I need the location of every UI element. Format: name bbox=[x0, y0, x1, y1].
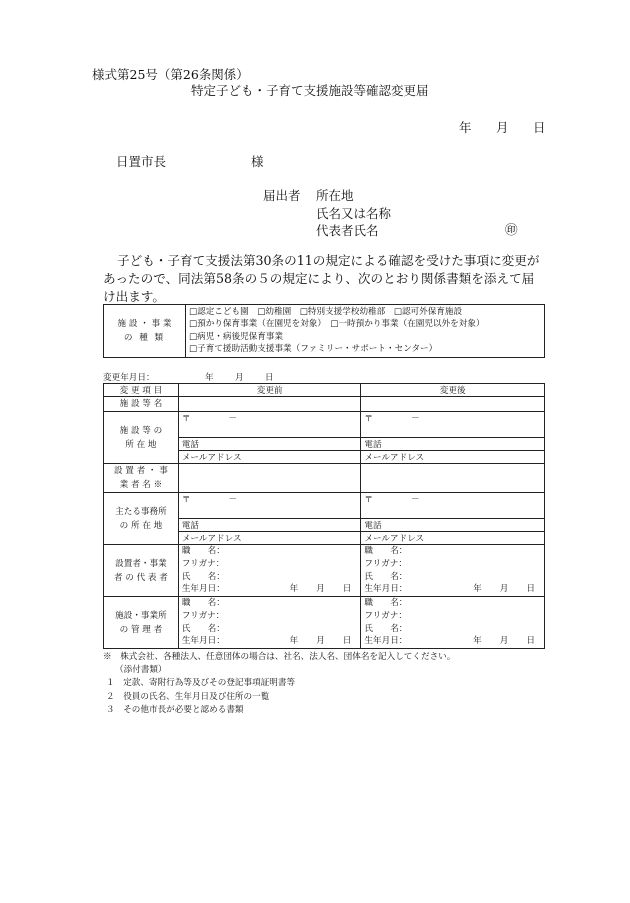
furigana-label: フリガナ： bbox=[364, 558, 407, 569]
facility-type-table bbox=[103, 304, 545, 358]
row-mgr-label-line2: の 管 理 者 bbox=[119, 624, 163, 635]
row-manager-label bbox=[104, 597, 179, 649]
birth-day: 日 bbox=[342, 636, 352, 647]
job-label: 職 名： bbox=[181, 598, 225, 609]
office-before-postal[interactable] bbox=[178, 493, 361, 519]
location-before-email[interactable]: メールアドレス bbox=[178, 451, 361, 464]
representative-before[interactable] bbox=[178, 545, 361, 597]
birth-year: 年 bbox=[473, 636, 482, 647]
facility-option-line3[interactable]: □病児・病後児保育事業 bbox=[189, 331, 284, 342]
change-date-month: 月 bbox=[235, 373, 244, 383]
row-rep-label-line1: 設置者・事業 bbox=[115, 558, 167, 569]
person-name-label: 氏 名： bbox=[364, 571, 408, 582]
birth-row bbox=[182, 583, 358, 596]
attachment-item-2: ２ 役員の氏名、生年月日及び住所の一覧 bbox=[106, 691, 270, 702]
applicant-label: 届出者 bbox=[263, 188, 301, 203]
location-after-postal[interactable] bbox=[361, 412, 545, 438]
form-number: 様式第25号（第26条関係） bbox=[92, 67, 249, 82]
date-line: 年 月 日 bbox=[459, 120, 552, 135]
birth-year: 年 bbox=[289, 636, 299, 647]
birth-day: 日 bbox=[526, 636, 535, 647]
manager-before[interactable] bbox=[178, 597, 361, 649]
col-before-header: 変更前 bbox=[178, 384, 361, 397]
facility-option-line2[interactable]: □預かり保育事業（在園児を対象） □一時預かり事業（在園児以外を対象） bbox=[189, 319, 485, 330]
attachment-item-1: １ 定款、寄附行為等及びその登記事項証明書等 bbox=[106, 678, 296, 689]
col-after-header: 変更後 bbox=[361, 384, 545, 397]
operator-after[interactable] bbox=[361, 464, 545, 493]
job-label: 職 名： bbox=[364, 598, 408, 609]
office-after-email[interactable]: メールアドレス bbox=[361, 532, 545, 545]
facility-type-label bbox=[104, 305, 186, 358]
office-before-email[interactable]: メールアドレス bbox=[178, 532, 361, 545]
person-name-label: 氏 名： bbox=[181, 623, 225, 634]
operator-before[interactable] bbox=[178, 464, 361, 493]
birth-month: 月 bbox=[316, 636, 325, 647]
facility-type-label-line2: の 種 類 bbox=[123, 332, 166, 343]
office-before-phone[interactable]: 電話 bbox=[178, 519, 361, 532]
location-after-email[interactable]: メールアドレス bbox=[361, 451, 545, 464]
job-label: 職 名： bbox=[364, 546, 408, 557]
birth-label: 生年月日： bbox=[364, 584, 408, 595]
birth-row bbox=[182, 635, 358, 648]
office-after-postal[interactable] bbox=[361, 493, 545, 519]
row-facility-name-label: 施 設 等 名 bbox=[104, 397, 179, 412]
applicant-address-label: 所在地 bbox=[316, 188, 354, 203]
row-location-label-line2: 所 在 地 bbox=[125, 439, 157, 450]
facility-name-after[interactable] bbox=[361, 397, 545, 412]
document-title: 特定子ども・子育て支援施設等確認変更届 bbox=[191, 83, 429, 98]
furigana-label: フリガナ： bbox=[181, 610, 225, 621]
row-operator-label-line2: 業 者 名 ※ bbox=[119, 480, 163, 490]
row-location-label-line1: 施 設 等 の bbox=[119, 425, 163, 436]
furigana-label: フリガナ： bbox=[181, 558, 225, 569]
attachments-heading: （添付書類） bbox=[115, 665, 167, 676]
facility-name-before[interactable] bbox=[178, 397, 361, 412]
body-text: 子ども・子育て支援法第30条の11の規定による確認を受けた事項に変更があったので、同法第58条の５の規定により、次のとおり関係書類を添えて届け出ます。 bbox=[103, 253, 540, 304]
row-mgr-label-line1: 施設・事業所 bbox=[115, 610, 167, 621]
body-paragraph bbox=[103, 252, 543, 306]
postal-dash: － bbox=[411, 495, 420, 505]
row-office-label-line1: 主たる事務所 bbox=[115, 506, 167, 517]
birth-day: 日 bbox=[526, 584, 535, 595]
applicant-rep-label: 代表者氏名 bbox=[316, 223, 379, 238]
birth-month: 月 bbox=[499, 584, 509, 595]
birth-year: 年 bbox=[473, 584, 482, 595]
row-representative-label bbox=[104, 545, 179, 597]
applicant-name-label: 氏名又は名称 bbox=[316, 206, 392, 221]
change-date-year: 年 bbox=[205, 373, 214, 383]
birth-month: 月 bbox=[316, 584, 325, 595]
person-name-label: 氏 名： bbox=[181, 571, 225, 582]
addressee-honorific: 様 bbox=[251, 154, 264, 169]
seal-mark: ㊞ bbox=[505, 222, 518, 237]
postal-mark: 〒 bbox=[181, 414, 191, 424]
row-operator-label bbox=[104, 464, 179, 493]
postal-dash: － bbox=[228, 414, 238, 424]
birth-year: 年 bbox=[289, 584, 299, 595]
row-operator-label-line1: 設 置 者 ・ 事 bbox=[113, 466, 168, 476]
person-name-label: 氏 名： bbox=[364, 623, 408, 634]
postal-mark: 〒 bbox=[364, 495, 374, 505]
birth-label: 生年月日： bbox=[181, 636, 225, 647]
birth-row bbox=[364, 635, 541, 648]
row-rep-label-line2: 者 の 代 表 者 bbox=[113, 572, 168, 583]
birth-label: 生年月日： bbox=[364, 636, 408, 647]
facility-type-label-line1: 施 設 ・ 事 業 bbox=[117, 318, 172, 329]
location-before-phone[interactable]: 電話 bbox=[178, 438, 361, 451]
facility-option-line4[interactable]: □子育て援助活動支援事業（ファミリー・サポート・センター） bbox=[189, 344, 438, 355]
postal-mark: 〒 bbox=[181, 495, 191, 505]
representative-after[interactable] bbox=[361, 545, 545, 597]
birth-row bbox=[364, 583, 541, 596]
manager-after[interactable] bbox=[361, 597, 545, 649]
postal-dash: － bbox=[411, 414, 420, 424]
birth-label: 生年月日： bbox=[181, 584, 225, 595]
postal-mark: 〒 bbox=[364, 414, 374, 424]
change-date-label: 変更年月日： bbox=[103, 373, 155, 383]
facility-type-options bbox=[186, 305, 545, 358]
birth-month: 月 bbox=[499, 636, 509, 647]
col-item-header: 変 更 項 目 bbox=[104, 384, 179, 397]
notes-block bbox=[103, 651, 455, 717]
job-label: 職 名： bbox=[181, 546, 225, 557]
attachment-item-3: ３ その他市長が必要と認める書類 bbox=[106, 704, 244, 715]
asterisk-note: ※ 株式会社、各種法人、任意団体の場合は、社名、法人名、団体名を記入してください。 bbox=[103, 652, 456, 662]
change-date-day: 日 bbox=[265, 373, 274, 383]
location-before-postal[interactable] bbox=[178, 412, 361, 438]
addressee-name: 日置市長 bbox=[116, 154, 167, 169]
furigana-label: フリガナ： bbox=[364, 610, 407, 621]
row-office-label-line2: の 所 在 地 bbox=[119, 520, 163, 531]
office-after-phone[interactable]: 電話 bbox=[361, 519, 545, 532]
birth-day: 日 bbox=[342, 584, 352, 595]
postal-dash: － bbox=[228, 495, 238, 505]
row-office-label bbox=[104, 493, 179, 545]
row-location-label bbox=[104, 412, 179, 464]
facility-option-line1[interactable]: □認定こども園 □幼稚園 □特別支援学校幼稚部 □認可外保育施設 bbox=[189, 307, 463, 317]
location-after-phone[interactable]: 電話 bbox=[361, 438, 545, 451]
change-table bbox=[103, 383, 545, 649]
